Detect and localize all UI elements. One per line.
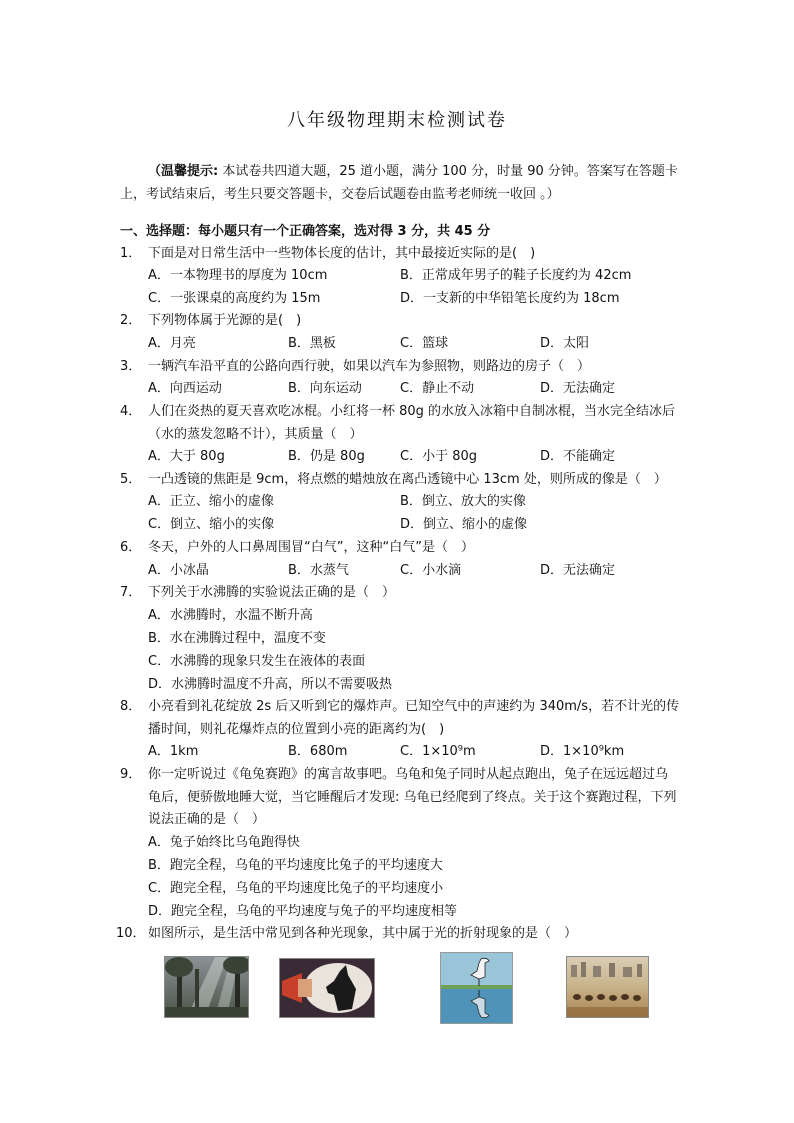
question-number: 2． — [120, 313, 142, 328]
notice — [120, 160, 680, 206]
question-9 — [120, 764, 680, 832]
section-heading: 一、选择题：每小题只有一个正确答案，选对得 3 分，共 45 分 — [120, 224, 491, 239]
option-a: A．正立、缩小的虚像 — [148, 494, 274, 509]
crane-reflection-image — [440, 952, 513, 1024]
option-a: A．1km — [148, 744, 199, 759]
question-6 — [120, 537, 680, 560]
question-stem: 如图所示，是生活中常见到各种光现象，其中属于光的折射现象的是（ ） — [148, 926, 578, 941]
option-c: C．1×10⁹m — [400, 744, 476, 759]
question-stem: 你一定听说过《龟兔赛跑》的寓言故事吧。乌龟和兔子同时从起点跑出，兔子在远远超过乌龟后，便骄傲地睡大觉，当它睡醒后才发现: 乌龟已经爬到了终点。关于这个赛跑过程，下列说法正确的是（ ） — [148, 767, 677, 828]
question-number: 3． — [120, 359, 142, 374]
option-b: B．正常成年男子的鞋子长度约为 42cm — [400, 268, 632, 283]
option-b: B．680m — [288, 744, 348, 759]
option-c: C．水沸腾的现象只发生在液体的表面 — [148, 654, 366, 669]
option-c: C．小水滴 — [400, 563, 462, 578]
notice-text: 本试卷共四道大题，25 道小题，满分 100 分，时量 90 分钟。答案写在答题卡上，考试结束后，考生只要交答题卡，交卷后试题卷由监考老师统一收回 。） — [120, 164, 678, 202]
option-c: C．跑完全程，乌龟的平均速度比兔子的平均速度小 — [148, 881, 444, 896]
question-4 — [120, 401, 680, 446]
question-stem: 下列关于水沸腾的实验说法正确的是（ ） — [148, 585, 396, 600]
question-stem: 一凸透镜的焦距是 9cm，将点燃的蜡烛放在离凸透镜中心 13cm 处，则所成的像是（ ） — [148, 472, 667, 487]
option-b: B．黑板 — [288, 336, 336, 351]
question-stem: 人们在炎热的夏天喜欢吃冰棍。小红将一杯 80g 的水放入冰箱中自制冰棍，当水完全结冰后（水的蒸发忽略不计），其质量（ ） — [148, 404, 676, 442]
question-2 — [120, 310, 680, 333]
option-d: D．水沸腾时温度不升高，所以不需要吸热 — [148, 677, 393, 692]
question-1 — [120, 243, 680, 266]
option-d: D．倒立、缩小的虚像 — [400, 517, 528, 532]
option-b: B．向东运动 — [288, 381, 362, 396]
option-d: D．无法确定 — [540, 381, 616, 396]
option-a: A．向西运动 — [148, 381, 222, 396]
option-b: B．仍是 80g — [288, 449, 365, 464]
question-number: 8． — [120, 699, 142, 714]
question-stem: 一辆汽车沿平直的公路向西行驶，如果以汽车为参照物，则路边的房子（ ） — [148, 359, 591, 374]
option-a: A．水沸腾时，水温不断升高 — [148, 608, 313, 623]
option-d: D．太阳 — [540, 336, 590, 351]
desert-mirage-image — [566, 956, 649, 1018]
question-stem: 小亮看到礼花绽放 2s 后又听到它的爆炸声。已知空气中的声速约为 340m/s，若不计光的传播时间，则礼花爆炸点的位置到小亮的距离约为( ) — [148, 699, 680, 737]
notice-label: （温馨提示: — [148, 164, 219, 179]
option-d: D．跑完全程，乌龟的平均速度与兔子的平均速度相等 — [148, 904, 458, 919]
question-number: 7． — [120, 585, 142, 600]
question-number: 5． — [120, 472, 142, 487]
option-a: A．小冰晶 — [148, 563, 209, 578]
option-d: D．1×10⁹km — [540, 744, 625, 759]
hand-shadow-image — [279, 958, 375, 1018]
question-3 — [120, 356, 680, 379]
question-10 — [116, 923, 680, 946]
question-number: 4． — [120, 404, 142, 419]
question-5 — [120, 469, 680, 492]
option-b: B．水蒸气 — [288, 563, 349, 578]
option-c: C．一张课桌的高度约为 15m — [148, 291, 321, 306]
option-c: C．小于 80g — [400, 449, 478, 464]
option-a: A．月亮 — [148, 336, 196, 351]
question-8 — [120, 696, 680, 741]
question-7 — [120, 582, 680, 605]
question-number: 9． — [120, 767, 142, 782]
option-c: C．篮球 — [400, 336, 449, 351]
option-c: C．静止不动 — [400, 381, 475, 396]
question-number: 10． — [116, 926, 146, 941]
question-stem: 下面是对日常生活中一些物体长度的估计，其中最接近实际的是( ) — [148, 246, 536, 261]
option-d: D．一支新的中华铅笔长度约为 18cm — [400, 291, 620, 306]
option-b: B．水在沸腾过程中，温度不变 — [148, 631, 326, 646]
option-a: A．一本物理书的厚度为 10cm — [148, 268, 328, 283]
option-a: A．大于 80g — [148, 449, 225, 464]
option-b: B．跑完全程，乌龟的平均速度比兔子的平均速度大 — [148, 858, 443, 873]
question-stem: 下列物体属于光源的是( ) — [148, 313, 302, 328]
question-number: 1． — [120, 246, 142, 261]
question-stem: 冬天，户外的人口鼻周围冒“白气”，这种“白气”是（ ） — [148, 540, 474, 555]
forest-light-beams-image — [164, 956, 249, 1018]
option-a: A．兔子始终比乌龟跑得快 — [148, 835, 300, 850]
question-number: 6． — [120, 540, 142, 555]
page-title: 八年级物理期末检测试卷 — [287, 110, 507, 131]
option-b: B．倒立、放大的实像 — [400, 494, 526, 509]
option-d: D．不能确定 — [540, 449, 616, 464]
option-c: C．倒立、缩小的实像 — [148, 517, 275, 532]
option-d: D．无法确定 — [540, 563, 616, 578]
